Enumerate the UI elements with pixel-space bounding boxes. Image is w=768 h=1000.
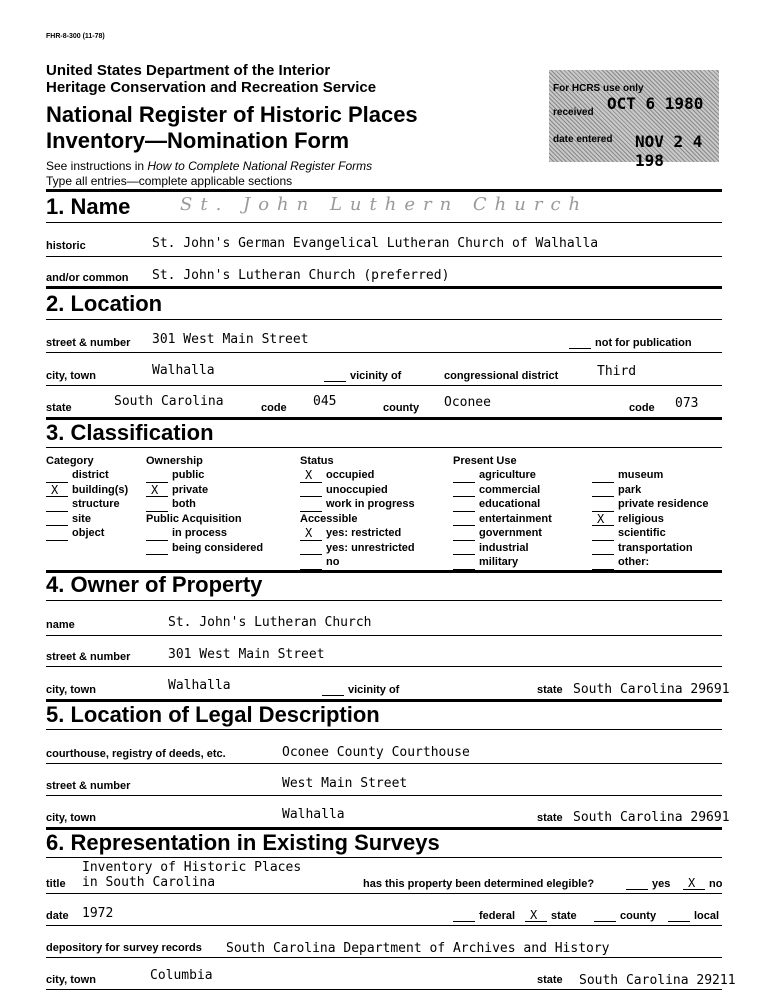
blank [300,501,322,512]
blank [324,371,346,382]
congressional-district-label: congressional district [444,370,559,382]
use-option: transportation [592,541,709,556]
acquisition-option: in process [146,526,263,541]
present-use-header: Present Use [453,455,517,467]
section-rule [46,286,722,289]
rule [46,763,722,764]
ownership-option: X private [146,483,263,498]
legal-street-label: street & number [46,780,131,792]
survey-title-value-2: in South Carolina [82,875,216,890]
handwritten-scrawl: St. John Luthern Church [180,194,589,215]
common-value: St. John's Lutheran Church (preferred) [152,268,450,283]
status-option: X occupied [300,468,415,483]
present-use-list-1 [453,468,552,570]
blank [453,911,475,922]
blank: X [525,911,547,922]
ownership-option: public [146,468,263,483]
instructions-line-1: See instructions in How to Complete National Register Forms [46,159,373,173]
county-code-value: 073 [675,396,699,411]
form-code: FHR-8-300 (11-78) [46,33,105,40]
location-state-label: state [46,402,72,414]
blank [146,544,168,555]
blank [146,501,168,512]
use-option: X religious [592,512,709,527]
ownership-option: both [146,497,263,512]
accessible-option: X yes: restricted [300,526,415,541]
depository-value: South Carolina Department of Archives and History [226,941,610,956]
use-option: entertainment [453,512,552,527]
not-for-publication: not for publication [569,337,692,349]
rule [46,600,722,601]
historic-label: historic [46,240,86,252]
acquisition-header: Public Acquisition [146,512,242,525]
blank [569,338,591,349]
blank [46,501,68,512]
location-street-value: 301 West Main Street [152,332,309,347]
blank [453,486,475,497]
owner-name-label: name [46,619,75,631]
rule [46,925,722,926]
instructions-line-2: Type all entries—complete applicable sections [46,174,293,188]
legal-city-label: city, town [46,812,96,824]
accessible-option: yes: unrestricted [300,541,415,556]
acquisition-option: being considered [146,541,263,556]
owner-city-label: city, town [46,684,96,696]
ownership-list [146,468,263,555]
section-rule [46,189,722,192]
survey-title-value-1: Inventory of Historic Places [82,860,302,875]
blank [592,530,614,541]
state-option: X state [525,910,577,922]
eligible-question: has this property been determined elegible? [363,878,595,890]
blank: X [46,486,68,497]
location-city-value: Walhalla [152,363,215,378]
blank: X [300,530,322,541]
blank [592,472,614,483]
blank [626,879,648,890]
stamp-label-received: received [553,107,594,118]
section-3-heading: 3. Classification [46,420,214,445]
status-list [300,468,415,570]
blank [453,544,475,555]
legal-street-value: West Main Street [282,776,408,791]
category-option: site [46,512,128,527]
use-option: museum [592,468,709,483]
owner-state-label: state [537,684,563,696]
courthouse-value: Oconee County Courthouse [282,745,470,760]
hcrs-stamp [549,70,719,170]
eligible-no: X no [683,878,722,890]
stamp-received-value: OCT 6 1980 [607,94,704,113]
use-option: educational [453,497,552,512]
blank [322,685,344,696]
owner-name-value: St. John's Lutheran Church [168,615,372,630]
owner-state-value: South Carolina 29691 [573,682,730,697]
rule [46,385,722,386]
blank [592,486,614,497]
blank [146,472,168,483]
blank [46,472,68,483]
category-option: object [46,526,128,541]
rule [46,729,722,730]
blank [594,911,616,922]
category-list [46,468,128,541]
category-header: Category [46,455,94,467]
use-option: park [592,483,709,498]
agency-line-2: Heritage Conservation and Recreation Service [46,79,377,96]
county-code-label: code [629,402,655,414]
legal-state-value: South Carolina 29691 [573,810,730,825]
rule [46,222,722,223]
agency-line-1: United States Department of the Interior [46,62,331,79]
legal-state-label: state [537,812,563,824]
blank [592,544,614,555]
blank: X [683,879,705,890]
owner-street-value: 301 West Main Street [168,647,325,662]
rule [46,352,722,353]
survey-state-label: state [537,974,563,986]
blank [146,530,168,541]
federal-option: federal [453,910,515,922]
county-option: county [594,910,656,922]
section-1-heading: 1. Name [46,194,131,219]
blank [453,559,475,570]
status-option: work in progress [300,497,415,512]
eligible-yes: yes [626,878,670,890]
owner-city-value: Walhalla [168,678,231,693]
county-value: Oconee [444,395,491,410]
common-label: and/or common [46,272,129,284]
legal-city-value: Walhalla [282,807,345,822]
survey-title-label: title [46,878,66,890]
rule [46,666,722,667]
rule [46,256,722,257]
blank [453,530,475,541]
rule [46,893,722,894]
use-option: private residence [592,497,709,512]
blank [300,559,322,570]
rule [46,989,722,990]
owner-vicinity: vicinity of [322,684,399,696]
blank: X [300,472,322,483]
depository-label: depository for survey records [46,942,202,954]
category-option: structure [46,497,128,512]
form-title-line-1: National Register of Historic Places [46,102,418,127]
section-5-heading: 5. Location of Legal Description [46,702,380,727]
historic-value: St. John's German Evangelical Lutheran Church of Walhalla [152,236,599,251]
ownership-header: Ownership [146,455,203,467]
stamp-label-entered: date entered [553,134,613,145]
rule [46,447,722,448]
location-vicinity: vicinity of [324,370,401,382]
status-header: Status [300,455,334,467]
location-state-value: South Carolina [114,394,224,409]
blank: X [592,515,614,526]
blank [46,530,68,541]
survey-city-value: Columbia [150,968,213,983]
section-4-heading: 4. Owner of Property [46,572,263,597]
status-option: unoccupied [300,483,415,498]
rule [46,319,722,320]
use-option: scientific [592,526,709,541]
blank: X [146,486,168,497]
rule [46,635,722,636]
use-option: commercial [453,483,552,498]
congressional-district-value: Third [597,364,637,379]
section-2-heading: 2. Location [46,291,163,316]
blank [453,472,475,483]
state-code-label: code [261,402,287,414]
rule [46,795,722,796]
blank [453,515,475,526]
local-option: local [668,910,719,922]
use-option: government [453,526,552,541]
blank [453,501,475,512]
use-option: military [453,555,552,570]
accessible-header: Accessible [300,512,358,525]
county-label: county [383,402,420,414]
section-6-heading: 6. Representation in Existing Surveys [46,830,440,855]
rule [46,857,722,858]
survey-city-label: city, town [46,974,96,986]
rule [46,957,722,958]
survey-date-value: 1972 [82,906,114,921]
blank [300,544,322,555]
category-option: district [46,468,128,483]
present-use-list-2 [592,468,709,570]
blank [46,515,68,526]
form-title-line-2: Inventory—Nomination Form [46,128,350,153]
location-city-label: city, town [46,370,96,382]
accessible-option: no [300,555,415,570]
blank [592,559,614,570]
stamp-label-hcrs: For HCRS use only [553,83,644,94]
owner-street-label: street & number [46,651,131,663]
survey-date-label: date [46,910,69,922]
category-option: X building(s) [46,483,128,498]
survey-state-value: South Carolina 29211 [579,973,736,988]
location-street-label: street & number [46,337,131,349]
state-code-value: 045 [313,394,337,409]
courthouse-label: courthouse, registry of deeds, etc. [46,748,226,760]
use-option: agriculture [453,468,552,483]
use-option: other: [592,555,709,570]
blank [592,501,614,512]
use-option: industrial [453,541,552,556]
blank [668,911,690,922]
blank [300,486,322,497]
stamp-entered-value: NOV 2 4 198 [635,132,703,170]
